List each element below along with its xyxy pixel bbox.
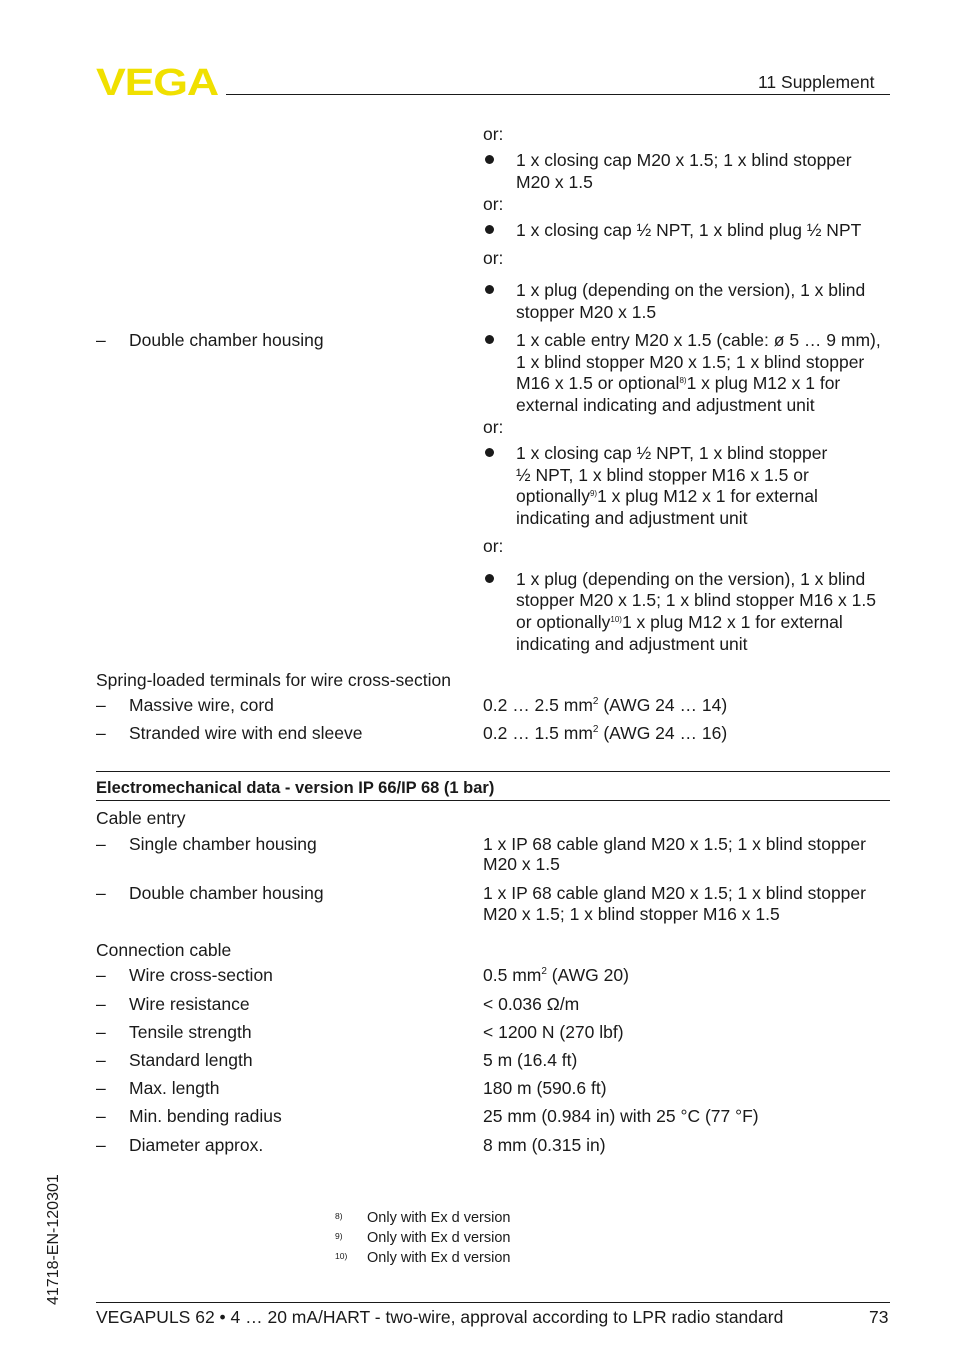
list-item-text: M16 x 1.5 or optional$^{8)}$1 x plug M12 x 1 for [516, 373, 841, 393]
footnote-mark: 9) [335, 1231, 343, 1241]
logo-text: VEGA [96, 66, 219, 96]
or-label: or: [483, 248, 504, 268]
dash-marker: – [96, 1135, 106, 1155]
dash-marker: – [96, 965, 106, 985]
row-value: 0.5 $mm^2$ (AWG 20) [483, 965, 629, 985]
section-rule-bottom [96, 800, 890, 801]
dash-marker: – [96, 1106, 106, 1126]
row-label: Diameter approx. [129, 1135, 264, 1155]
footnote-text: Only with Ex d version [367, 1230, 511, 1246]
row-value: 1 x IP 68 cable gland M20 x 1.5; 1 x blind stopper [483, 834, 866, 854]
list-item-text: or optionally$^{10)}$1 x plug M12 x 1 for external [516, 612, 843, 632]
list-item-text: 1 x cable entry M20 x 1.5 (cable: ø 5 … 9 mm), [516, 330, 881, 350]
row-value: 0.2 … 2.5 $mm^2$ (AWG 24 … 14) [483, 695, 728, 715]
footnote-text: Only with Ex d version [367, 1210, 511, 1226]
row-value: 5 m (16.4 ft) [483, 1050, 578, 1070]
bullet-icon [485, 335, 494, 344]
or-label: or: [483, 124, 504, 144]
dash-marker: – [96, 1022, 106, 1042]
list-item-text: 1 x closing cap M20 x 1.5; 1 x blind stopper [516, 150, 852, 170]
bullet-icon [485, 285, 494, 294]
row-label: Double chamber housing [129, 883, 324, 903]
row-label: Wire cross-section [129, 965, 273, 985]
row-value: < 1200 N (270 lbf) [483, 1022, 624, 1042]
group-title: Cable entry [96, 808, 186, 828]
list-item-text: 1 x blind stopper M20 x 1.5; 1 x blind stopper [516, 352, 865, 372]
list-item-text: indicating and adjustment unit [516, 634, 748, 654]
or-label: or: [483, 194, 504, 214]
row-value: M20 x 1.5; 1 x blind stopper M16 x 1.5 [483, 904, 780, 924]
row-value: < 0.036 Ω/m [483, 994, 580, 1014]
list-item-text: M20 x 1.5 [516, 172, 593, 192]
footer-rule [96, 1302, 890, 1303]
row-value: M20 x 1.5 [483, 854, 560, 874]
footnote-text: Only with Ex d version [367, 1250, 511, 1266]
list-item-text: ½ NPT, 1 x blind stopper M16 x 1.5 or [516, 465, 809, 485]
bullet-icon [485, 225, 494, 234]
row-value: 1 x IP 68 cable gland M20 x 1.5; 1 x blind stopper [483, 883, 866, 903]
footnote-mark: 10) [335, 1251, 348, 1261]
row-label: Massive wire, cord [129, 695, 274, 715]
dash-marker: – [96, 695, 106, 715]
bullet-icon [485, 574, 494, 583]
dash-marker: – [96, 994, 106, 1014]
list-item-text: 1 x closing cap ½ NPT, 1 x blind plug ½ NPT [516, 220, 862, 240]
dash-marker: – [96, 1050, 106, 1070]
list-item-text: stopper M20 x 1.5; 1 x blind stopper M16 x 1.5 [516, 590, 876, 610]
row-label: Standard length [129, 1050, 253, 1070]
or-label: or: [483, 417, 504, 437]
row-label: Wire resistance [129, 994, 250, 1014]
group-title: Connection cable [96, 940, 232, 960]
bullet-icon [485, 448, 494, 457]
row-label: Max. length [129, 1078, 220, 1098]
section-rule-top [96, 771, 890, 772]
document-code: 41718-EN-120301 [45, 1174, 62, 1305]
bullet-icon [485, 155, 494, 164]
row-label: Double chamber housing [129, 330, 324, 350]
row-label: Single chamber housing [129, 834, 317, 854]
vega-logo [96, 66, 220, 96]
group-title: Spring-loaded terminals for wire cross-section [96, 670, 451, 690]
dash-marker: – [96, 330, 106, 350]
dash-marker: – [96, 1078, 106, 1098]
footer-text: VEGAPULS 62 • 4 … 20 mA/HART - two-wire, approval according to LPR radio standard [96, 1307, 784, 1327]
list-item-text: optionally$^{9)}$1 x plug M12 x 1 for external [516, 486, 818, 506]
row-value: 8 mm (0.315 in) [483, 1135, 606, 1155]
row-value: 180 m (590.6 ft) [483, 1078, 607, 1098]
footnote-ref: 8) [679, 376, 687, 385]
or-label: or: [483, 536, 504, 556]
row-value: 0.2 … 1.5 $mm^2$ (AWG 24 … 16) [483, 723, 728, 743]
row-label: Stranded wire with end sleeve [129, 723, 363, 743]
row-label: Tensile strength [129, 1022, 252, 1042]
section-title: 11 Supplement [758, 72, 875, 92]
row-value: 25 mm (0.984 in) with 25 °C (77 °F) [483, 1106, 759, 1126]
footnote-ref: 10) [610, 615, 622, 624]
dash-marker: – [96, 834, 106, 854]
list-item-text: external indicating and adjustment unit [516, 395, 815, 415]
footnote-mark: 8) [335, 1211, 343, 1221]
page-number: 73 [869, 1307, 889, 1327]
header-divider [226, 94, 890, 95]
list-item-text: 1 x closing cap ½ NPT, 1 x blind stopper [516, 443, 828, 463]
dash-marker: – [96, 883, 106, 903]
list-item-text: stopper M20 x 1.5 [516, 302, 657, 322]
list-item-text: 1 x plug (depending on the version), 1 x blind [516, 280, 866, 300]
row-label: Min. bending radius [129, 1106, 282, 1126]
footnote-ref: 9) [589, 489, 598, 498]
list-item-text: 1 x plug (depending on the version), 1 x blind [516, 569, 866, 589]
dash-marker: – [96, 723, 106, 743]
list-item-text: indicating and adjustment unit [516, 508, 748, 528]
section-heading: Electromechanical data - version IP 66/IP 68 (1 bar) [96, 779, 495, 797]
